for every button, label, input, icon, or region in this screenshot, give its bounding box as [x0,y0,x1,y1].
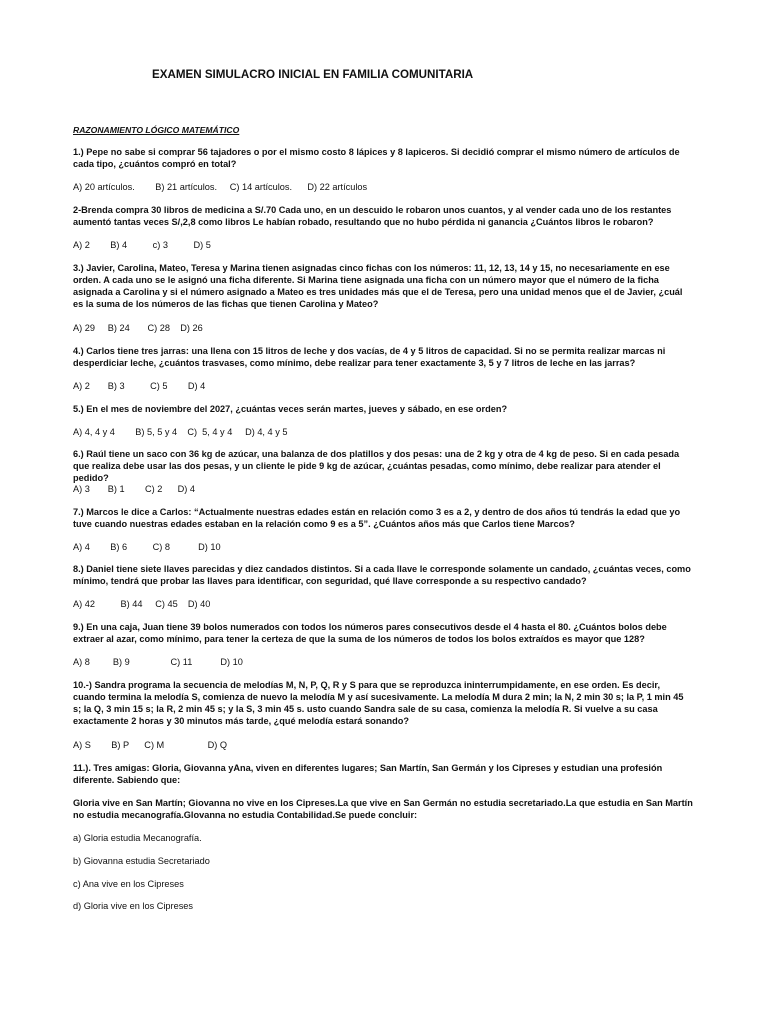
question-11-option-c: c) Ana vive en los Cipreses [73,879,184,889]
question-3-options: A) 29 B) 24 C) 28 D) 26 [73,323,203,333]
question-7: 7.) Marcos le dice a Carlos: “Actualmente nuestras edades están en relación como 3 es a 2, y dentro de dos años tú tendrás la edad que yo tuve cuando nuestras edades estaban en la relación como 9 es a 5”. ¿Cuántos años más que Carlos tiene Marcos? [73,507,681,529]
question-4-options: A) 2 B) 3 C) 5 D) 4 [73,381,206,391]
question-5: 5.) En el mes de noviembre del 2027, ¿cuántas veces serán martes, jueves y sábado, en ese orden? [73,404,508,414]
section-heading: RAZONAMIENTO LÓGICO MATEMÁTICO [73,125,240,135]
question-7-options: A) 4 B) 6 C) 8 D) 10 [73,542,221,552]
question-3: 3.) Javier, Carolina, Mateo, Teresa y Marina tienen asignadas cinco fichas con los números: 11, 12, 13, 14 y 15, no necesariamente en ese orden. A cada uno se le asignó una ficha diferente. Si Marina tiene asignada una ficha con un número mayor que el número de la ficha asignada a Carolina y si el número asignado a Mateo es tres unidades más que el de Teresa, pero una unidad menos que el de Javier, ¿cuál es la suma de los números de las fichas que tienen Carolina y Mateo? [73,263,683,309]
question-6-options: A) 3 B) 1 C) 2 D) 4 [73,484,196,494]
question-9: 9.) En una caja, Juan tiene 39 bolos numerados con todos los números pares consecutivos desde el 4 hasta el 80. ¿Cuántos bolos debe extraer al azar, como mínimo, para tener la certeza de que la suma de los números de todos los bolos extraídos es mayor que 128? [73,622,667,644]
question-4: 4.) Carlos tiene tres jarras: una llena con 15 litros de leche y dos vacías, de 4 y 5 litros de capacidad. Si no se permita realizar marcas ni desperdiciar leche, ¿cuántos trasvases, como mínimo, debe realizar para tener exactamente 3, 5 y 7 litros de leche en las jarras? [73,346,666,368]
question-8-options: A) 42 B) 44 C) 45 D) 40 [73,599,211,609]
question-2-options: A) 2 B) 4 c) 3 D) 5 [73,240,211,250]
question-10-options: A) S B) P C) M D) Q [73,740,227,750]
question-10: 10.-) Sandra programa la secuencia de melodías M, N, P, Q, R y S para que se reproduzca ininterrumpidamente, en ese orden. Es decir, cuando termina la melodía S, comienza de nuevo la melodía M y así sucesivamente. La melodía M dura 2 min; la N, 2 min 30 s; la P, 1 min 45 s; la Q, 3 min 15 s; la R, 2 min 45 s; y la S, 3 min 45 s. usto cuando Sandra sale de su casa, comienza la melodía R. Si vuelve a su casa exactamente 2 horas y 30 minutos más tarde, ¿qué melodía estará sonando? [73,680,684,726]
question-11-facts: Gloria vive en San Martín; Giovanna no vive en los Cipreses.La que vive en San Germán no estudia secretariado.La que estudia en San Martín no estudia mecanografía.Glovanna no estudia Contabilidad.Se puede concluir: [73,798,693,820]
question-11-option-d: d) Gloria vive en los Cipreses [73,901,193,911]
question-1: 1.) Pepe no sabe si comprar 56 tajadores o por el mismo costo 8 lápices y 8 lapiceros. Si decidió comprar el mismo número de artículos de cada tipo, ¿cuántos compró en total? [73,147,680,169]
question-2: 2-Brenda compra 30 libros de medicina a S/.70 Cada uno, en un descuido le robaron unos cuantos, y al vender cada uno de los restantes aumentó tantas veces S/,2,8 como libros Le habían robado, resultando que no hubo pérdida ni ganancia ¿Cuántos libros le robaron? [73,205,672,227]
question-8: 8.) Daniel tiene siete llaves parecidas y diez candados distintos. Si a cada llave le corresponde solamente un candado, ¿cuántas veces, como mínimo, tendrá que probar las llaves para identificar, con seguridad, qué llave corresponde a su respectivo candado? [73,564,691,586]
question-5-options: A) 4, 4 y 4 B) 5, 5 y 4 C) 5, 4 y 4 D) 4, 4 y 5 [73,427,288,437]
question-11: 11.). Tres amigas: Gloria, Giovanna yAna, viven en diferentes lugares; San Martín, San Germán y los Cipreses y estudian una profesión diferente. Sabiendo que: [73,763,663,785]
question-11-option-b: b) Giovanna estudia Secretariado [73,856,210,866]
question-11-option-a: a) Gloria estudia Mecanografía. [73,833,202,843]
question-9-options: A) 8 B) 9 C) 11 D) 10 [73,657,243,667]
exam-title: EXAMEN SIMULACRO INICIAL EN FAMILIA COMUNITARIA [152,68,474,81]
question-6: 6.) Raúl tiene un saco con 36 kg de azúcar, una balanza de dos platillos y dos pesas: una de 2 kg y otra de 4 kg de peso. Si en cada pesada que realiza debe usar las dos pesas, y un cliente le pide 9 kg de azúcar, ¿cuántas pesadas, como mínimo, debe realizar para atender el pedido? [73,449,680,483]
question-1-options: A) 20 artículos. B) 21 artículos. C) 14 artículos. D) 22 artículos [73,182,368,192]
